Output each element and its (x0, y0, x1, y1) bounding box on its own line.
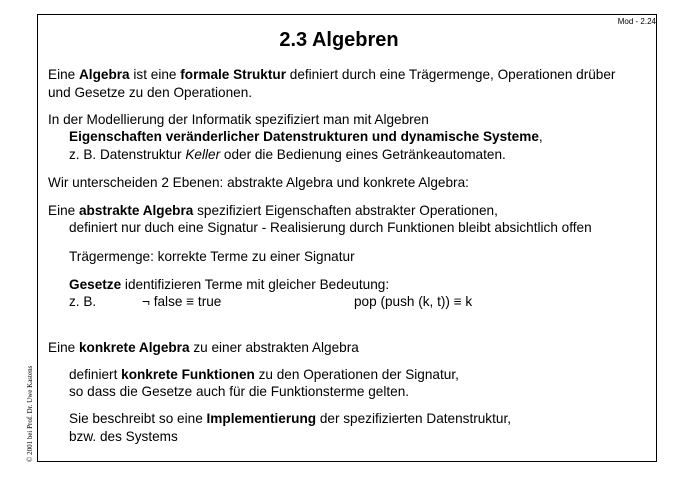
term-konkrete-algebra: konkrete Algebra (78, 340, 190, 355)
term-implementierung: Implementierung (206, 411, 317, 426)
copyright-note: © 2001 bei Prof. Dr. Uwe Kastens (26, 365, 34, 462)
paragraph-concrete (48, 339, 359, 357)
text: ist eine (129, 67, 181, 82)
slide-title: 2.3 Algebren (279, 29, 399, 51)
term-gesetze: Gesetze (69, 277, 122, 292)
term-konkrete-funktionen: konkrete Funktionen (121, 367, 255, 382)
text: z. B. Datenstruktur (69, 147, 186, 162)
example-law-2: pop (push (k, t)) ≡ k (354, 294, 473, 309)
paragraph-concrete-line2 (69, 366, 459, 384)
text: Eine (48, 340, 79, 355)
text: definiert durch eine Trägermenge, Operationen drüber (285, 67, 616, 82)
text: identifizieren Terme mit gleicher Bedeutung: (121, 277, 390, 292)
text: der spezifizierten Datenstruktur, (316, 411, 511, 426)
term-algebra: Algebra (78, 67, 130, 82)
paragraph-definition (48, 66, 615, 84)
term-eigenschaften: Eigenschaften veränderlicher Datenstrukturen und dynamische Systeme (69, 129, 539, 144)
example-law-1: ¬ false ≡ true (142, 294, 222, 309)
paragraph-implementation-line2: bzw. des Systems (69, 429, 178, 444)
paragraph-modelling-line2 (69, 128, 543, 146)
term-abstrakte-algebra: abstrakte Algebra (78, 203, 194, 218)
paragraph-modelling: In der Modellierung der Informatik spezifiziert man mit Algebren (48, 112, 429, 127)
text: , (538, 129, 543, 144)
text: zu einer abstrakten Algebra (189, 340, 359, 355)
example-label: z. B. (69, 294, 97, 309)
paragraph-abstract-line2: definiert nur duch eine Signatur - Realisierung durch Funktionen bleibt absichtlich offen (69, 220, 592, 235)
paragraph-definition-line2: und Gesetze zu den Operationen. (48, 85, 253, 100)
paragraph-levels: Wir unterscheiden 2 Ebenen: abstrakte Algebra und konkrete Algebra: (48, 175, 469, 190)
text: Eine (48, 203, 79, 218)
text: Eine (48, 67, 79, 82)
term-formale-struktur: formale Struktur (180, 67, 286, 82)
paragraph-concrete-line3: so dass die Gesetze auch für die Funktionsterme gelten. (69, 384, 410, 399)
text: zu den Operationen der Signatur, (254, 367, 459, 382)
term-keller: Keller (185, 147, 221, 162)
text: spezifiziert Eigenschaften abstrakter Operationen, (193, 203, 498, 218)
text: oder die Bedienung eines Getränkeautomaten. (220, 147, 506, 162)
paragraph-abstract (48, 202, 498, 220)
text: definiert (69, 367, 122, 382)
slide-id: Mod - 2.24 (617, 17, 656, 26)
paragraph-implementation (69, 410, 511, 428)
text: Sie beschreibt so eine (69, 411, 207, 426)
paragraph-modelling-line3 (69, 146, 506, 164)
paragraph-gesetze (69, 276, 389, 294)
example-line (69, 293, 472, 311)
paragraph-traegermenge: Trägermenge: korrekte Terme zu einer Signatur (69, 249, 355, 264)
